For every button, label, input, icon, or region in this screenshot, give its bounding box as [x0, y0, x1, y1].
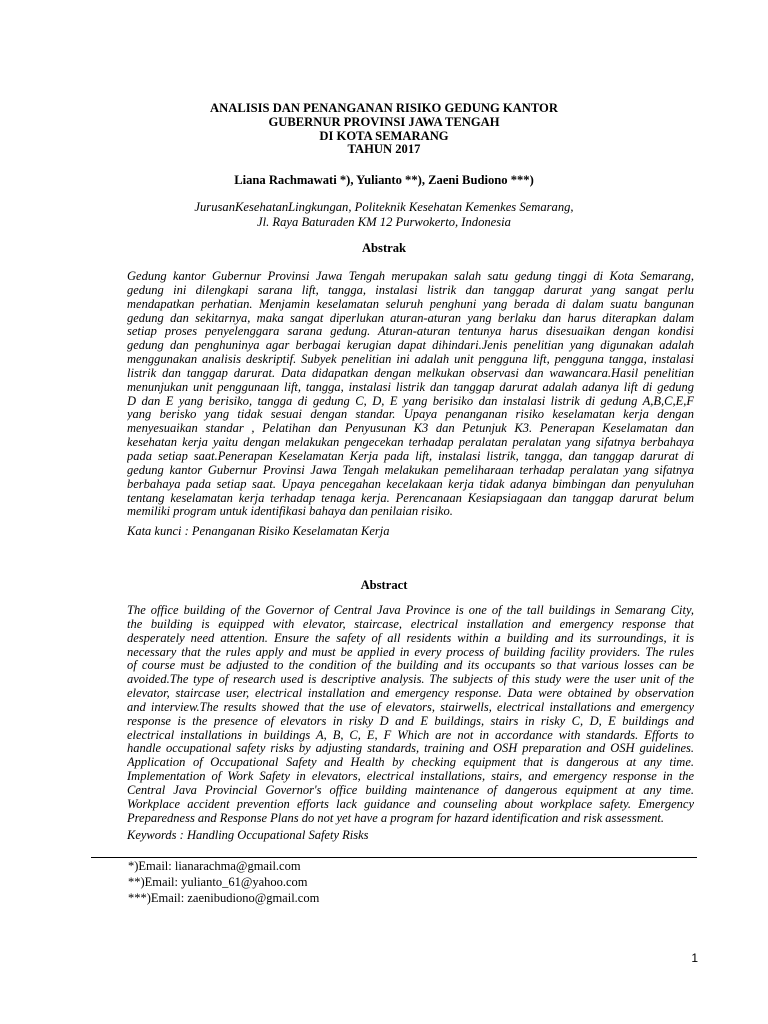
- title-line: TAHUN 2017: [347, 142, 421, 157]
- abstrak-line: mendapatkan perhatian. Menjamin keselamatan seluruh penghuni yang berada di dalam suatu bangunan: [127, 297, 694, 311]
- abstract-line: Implementation of Work Safety in elevators, electrical installations, stairs, and emergency response in the: [127, 770, 694, 784]
- abstrak-paragraph: [127, 270, 694, 519]
- abstract-paragraph: [127, 604, 694, 826]
- affiliation-line: Jl. Raya Baturaden KM 12 Purwokerto, Indonesia: [257, 214, 511, 229]
- abstract-line: avoided.The type of research used is descriptive analysis. The subjects of this study were the user unit of the: [127, 673, 694, 687]
- abstrak-line: listrik dan tanggap darurat. Data didapatkan dengan melkukan observasi dan wawancara.Hasil penelitian: [127, 366, 694, 380]
- abstrak-line: kesehatan kerja yaitu dengan melakukan pengecekan terhadap peralatan peralatan yang sifatnya berbahaya: [127, 436, 694, 450]
- abstrak-keywords: Kata kunci : Penanganan Risiko Keselamatan Kerja: [127, 524, 390, 538]
- abstract-line: response is the presence of elevators in risky D and E buildings, stairs in risky C, D, E buildings and: [127, 714, 694, 728]
- abstrak-line: menyesuaikan standar , Pelatihan dan Penyusunan K3 dan Petunjuk K3. Penerapan Keselamatan dan: [127, 422, 694, 436]
- abstrak-line: yang berisko yang tidak sesuai dengan standar. Upaya penanganan risiko keselamatan kerja dengan: [127, 408, 694, 422]
- abstrak-line: berbahaya pada setiap saat. Upaya pencegahan kecelakaan kerja tidak adanya bimbingan dan penyuluhan: [127, 477, 694, 491]
- abstract-line: Central Java Provincial Governor's office building maintenance of dangerous equipment at any time.: [127, 783, 694, 797]
- title-line: DI KOTA SEMARANG: [319, 128, 449, 143]
- abstract-line: Application of Occupational Safety and Health by checking equipment that is dangerous at any time.: [127, 756, 694, 770]
- abstract-heading: Abstract: [360, 578, 408, 592]
- abstract-line: necessary that the rules apply and must be applied in every process of building facility providers. The rules: [127, 645, 694, 659]
- abstrak-line: memiliki program untuk identifikasi bahaya dan penilaian risiko.: [127, 505, 453, 519]
- abstract-line: The office building of the Governor of Central Java Province is one of the tall buildings in Semarang City,: [127, 604, 694, 617]
- abstrak-line: pada setiap saat.Penerapan Keselamatan Kerja pada lift, instalasi listrik, tangga, dan tanggap darurat di: [127, 449, 694, 463]
- abstrak-line: setiap proses penyelenggara sarana gedung. Aturan-aturan tentunya harus disesuaikan dengan kondisi: [127, 325, 694, 339]
- abstrak-heading: Abstrak: [361, 241, 407, 255]
- abstrak-line: menunjukan unit penggunaan lift, tangga, instalasi listrik dan tanggap darurat adalah adanya lift di gedung: [127, 380, 694, 394]
- footnote-email: *)Email: lianarachma@gmail.com: [128, 859, 301, 873]
- abstract-line: handle occupational safety risks by adjusting standards, training and OSH preparation and OSH guidelines.: [127, 742, 694, 756]
- title-line: GUBERNUR PROVINSI JAWA TENGAH: [268, 114, 500, 129]
- abstract-keywords: Keywords : Handling Occupational Safety Risks: [127, 828, 369, 842]
- abstract-line: Preparedness and Response Plans do not yet have a program for hazard identification and risk assessment.: [127, 811, 664, 825]
- affiliation-line: JurusanKesehatanLingkungan, Politeknik Kesehatan Kemenkes Semarang,: [194, 200, 574, 214]
- title-line: ANALISIS DAN PENANGANAN RISIKO GEDUNG KANTOR: [210, 101, 558, 115]
- footnote-email: ***)Email: zaenibudiono@gmail.com: [128, 890, 320, 905]
- page-number: 1: [691, 951, 698, 965]
- abstrak-line: Gedung kantor Gubernur Provinsi Jawa Tengah merupakan salah satu gedung tinggi di Kota Semarang,: [127, 270, 694, 283]
- abstract-line: the building is equipped with elevator, staircase, electrical installation and emergency response that: [127, 617, 694, 631]
- abstrak-line: D dan E yang berisiko, tangga di gedung C, D, E yang berisiko dan instalasi listrik di gedung A,B,C,E,F: [127, 394, 694, 408]
- paper-title: [100, 102, 668, 157]
- abstrak-line: gedung kantor Gubernur Provinsi Jawa Tengah melakukan pemeliharaan terhadap peralatan yang sifatnya: [127, 463, 694, 477]
- abstrak-line: gedung ini dilengkapi sarana lift, tangga, instalasi listrik dan tanggap darurat yang sangat perlu: [127, 283, 694, 297]
- abstract-line: desperately need attention. Ensure the safety of all residents within a building and its surroundings, it is: [127, 631, 694, 645]
- affiliation: [100, 200, 668, 229]
- footnote-email: **)Email: yulianto_61@yahoo.com: [128, 874, 308, 889]
- abstrak-line: gedung dan penghuninya agar berbagai kerugian dapat dihindari.Jenis penelitian yang digunakan adalah: [127, 339, 694, 353]
- abstract-line: Workplace accident prevention efforts lack guidance and counseling about workplace safety. Emergency: [127, 797, 694, 811]
- abstract-line: electrical installations in buildings A, B, C, E, F Which are not in accordance with standards. Efforts to: [127, 728, 694, 742]
- footnote-divider: [91, 857, 697, 858]
- abstrak-line: tentang keselamatan kerja terhadap tenaga kerja. Perencanaan Kesiapsiagaan dan tanggap darurat belum: [127, 491, 694, 505]
- abstrak-line: menggunakan analisis deskriptif. Subyek penelitian ini adalah unit pengguna lift, pengguna tangga, instalasi: [127, 353, 694, 367]
- abstract-line: elevator, staircase user, electrical installation and emergency response. Data were obtained by observation: [127, 687, 694, 701]
- abstract-line: and interview.The results showed that the use of elevators, stairwells, electrical installations and emergency: [127, 700, 694, 714]
- footnotes: [128, 859, 319, 906]
- abstrak-line: gedung dan sekitarnya, maka sangat diperlukan aturan-aturan yang berlaku dan harus diterapkan dalam: [127, 311, 694, 325]
- author-list: Liana Rachmawati *), Yulianto **), Zaeni Budiono ***): [234, 173, 534, 187]
- abstract-line: of course must be adjusted to the condition of the building and its occupants so that various losses can be: [127, 659, 694, 673]
